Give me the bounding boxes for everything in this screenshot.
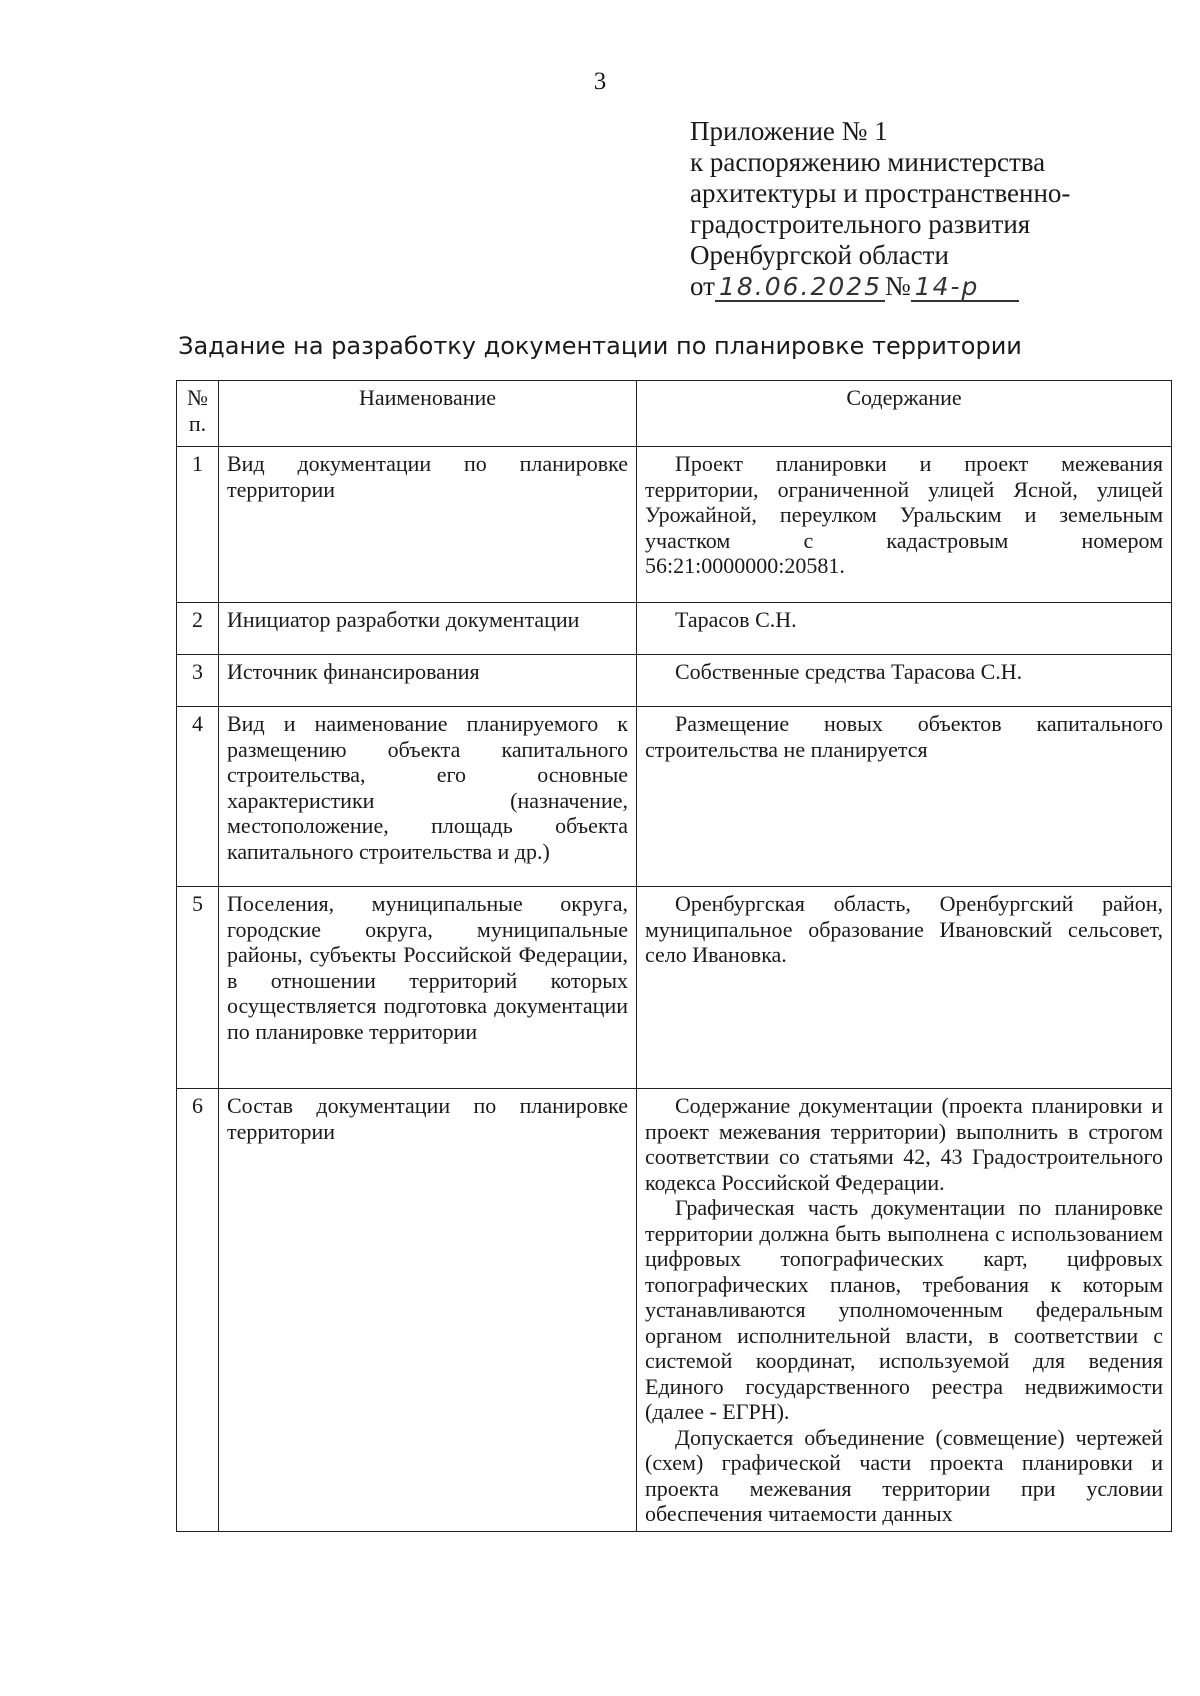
content-paragraph: Оренбургская область, Оренбургский район, муниципальное образование Ивановский сельсовет, село Ивановка. bbox=[645, 891, 1163, 967]
table-row bbox=[177, 707, 1172, 887]
content-paragraph: Собственные средства Тарасова С.Н. bbox=[675, 659, 1023, 684]
row-content bbox=[637, 887, 1172, 1089]
row-content bbox=[637, 707, 1172, 887]
content-paragraph: Размещение новых объектов капитального строительства не планируется bbox=[645, 711, 1163, 762]
date-number-line bbox=[690, 271, 1070, 302]
table-row bbox=[177, 603, 1172, 655]
number-prefix: № bbox=[884, 271, 911, 301]
appendix-line: Приложение № 1 bbox=[690, 116, 888, 146]
table-row bbox=[177, 887, 1172, 1089]
appendix-line: Оренбургской области bbox=[690, 240, 949, 270]
document-title: Задание на разработку документации по планировке территории bbox=[178, 332, 1022, 360]
table-row bbox=[177, 655, 1172, 707]
header-num: № п. bbox=[177, 381, 219, 447]
specification-table bbox=[176, 380, 1172, 1532]
appendix-line: архитектуры и пространственно- bbox=[690, 178, 1071, 208]
table-row bbox=[177, 447, 1172, 603]
row-name: Состав документации по планировке территории bbox=[219, 1089, 637, 1532]
date-prefix: от bbox=[690, 271, 715, 301]
header-content: Содержание bbox=[637, 381, 1172, 447]
row-num: 5 bbox=[177, 887, 219, 1089]
content-paragraph: Проект планировки и проект межевания территории, ограниченной улицей Ясной, улицей Урожайной, переулком Уральским и земельным участком с кадастровым номером 56:21:0000000:20581. bbox=[645, 451, 1163, 578]
row-content bbox=[637, 603, 1172, 655]
table-header-row bbox=[177, 381, 1172, 447]
appendix-block bbox=[690, 116, 1070, 302]
row-num: 6 bbox=[177, 1089, 219, 1532]
content-paragraph: Содержание документации (проекта планировки и проект межевания территории) выполнить в строгом соответствии со статьями 42, 43 Градостроительного кодекса Российской Федерации. bbox=[645, 1093, 1163, 1195]
row-name: Инициатор разработки документации bbox=[219, 603, 637, 655]
appendix-line: к распоряжению министерства bbox=[690, 147, 1046, 177]
row-num: 4 bbox=[177, 707, 219, 887]
table-row bbox=[177, 1089, 1172, 1532]
row-name: Вид и наименование планируемого к размещению объекта капитального строительства, его основные характеристики (назначение, местоположение, площадь объекта капитального строительства и др.) bbox=[219, 707, 637, 887]
content-paragraph: Графическая часть документации по планировке территории должна быть выполнена с использованием цифровых топографических карт, цифровых топографических планов, требования к которым устанавливаются уполномоченным федеральным органом исполнительной власти, в соответствии с системой координат, используемой для ведения Единого государственного реестра недвижимости (далее - ЕГРН). bbox=[645, 1195, 1163, 1424]
row-num: 2 bbox=[177, 603, 219, 655]
row-content bbox=[637, 1089, 1172, 1532]
row-name: Поселения, муниципальные округа, городские округа, муниципальные районы, субъекты Российской Федерации, в отношении территорий которых осуществляется подготовка документации по планировке территории bbox=[219, 887, 637, 1089]
content-paragraph: Допускается объединение (совмещение) чертежей (схем) графической части проекта планировки и проекта межевания территории при условии обеспечения читаемости данных bbox=[645, 1424, 1163, 1526]
row-num: 3 bbox=[177, 655, 219, 707]
appendix-line: градостроительного развития bbox=[690, 209, 1031, 239]
row-num: 1 bbox=[177, 447, 219, 603]
handwritten-date: 18.06.2025 bbox=[715, 274, 885, 302]
row-name: Источник финансирования bbox=[219, 655, 637, 707]
header-name: Наименование bbox=[219, 381, 637, 447]
row-name: Вид документации по планировке территории bbox=[219, 447, 637, 603]
row-content bbox=[637, 655, 1172, 707]
row-content bbox=[637, 447, 1172, 603]
page-number: 3 bbox=[593, 68, 607, 95]
content-paragraph: Тарасов С.Н. bbox=[675, 607, 797, 632]
handwritten-number: 14-р bbox=[911, 274, 1019, 302]
